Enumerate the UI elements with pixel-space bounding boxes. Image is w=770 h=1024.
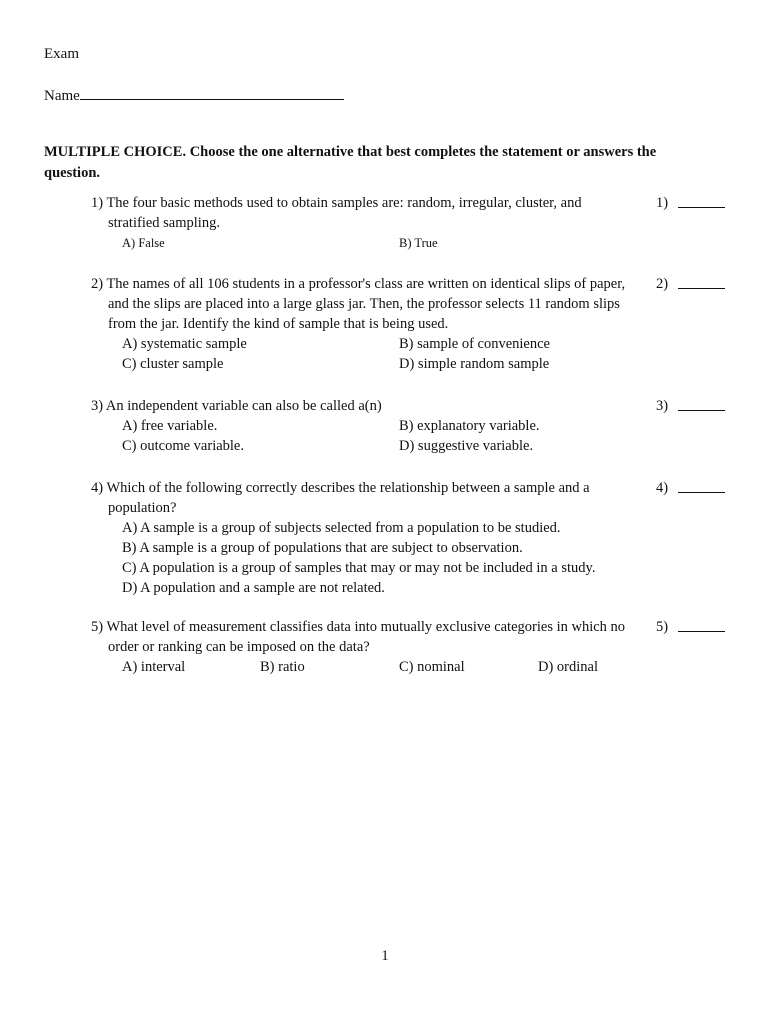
choice-c[interactable]: C) nominal [399,659,465,675]
choice-a[interactable]: A) systematic sample [122,336,247,352]
question-3 [91,396,636,456]
question-2 [91,274,636,374]
choice-d[interactable]: D) A population and a sample are not related. [122,580,385,596]
answer-blank[interactable] [678,631,725,632]
answer-number: 3) [656,398,669,414]
answer-slot-1 [656,193,668,213]
choice-list [122,416,636,456]
page-number: 1 [381,948,389,964]
answer-slot-3 [656,396,668,416]
choice-b[interactable]: B) A sample is a group of populations that are subject to observation. [122,540,523,556]
name-label: Name [44,88,80,104]
choice-a[interactable]: A) free variable. [122,418,218,434]
answer-blank[interactable] [678,492,725,493]
choice-c[interactable]: C) A population is a group of samples that may or may not be included in a study. [122,560,596,576]
question-5 [91,617,636,677]
choice-list [122,334,636,374]
answer-blank[interactable] [678,410,725,411]
answer-number: 1) [656,195,669,211]
choice-a[interactable]: A) interval [122,659,186,675]
question-text: 2) The names of all 106 students in a professor's class are written on identical slips of paper, and the slips are placed into a large glass jar. Then, the professor selects 11 random slips from the jar. Identify the kind of sample that is being used. [91,276,626,332]
choice-d[interactable]: D) simple random sample [399,356,550,372]
choice-list [122,518,636,598]
question-text: 1) The four basic methods used to obtain samples are: random, irregular, cluster, and stratified sampling. [91,195,582,231]
choice-list [122,657,636,677]
question-1 [91,193,636,253]
choice-d[interactable]: D) suggestive variable. [399,438,534,454]
exam-label: Exam [44,46,79,62]
question-text: 3) An independent variable can also be called a(n) [91,398,382,414]
answer-number: 5) [656,619,669,635]
choice-a[interactable]: A) False [122,236,165,250]
answer-slot-5 [656,617,668,637]
name-blank-line[interactable] [80,85,344,100]
choice-b[interactable]: B) ratio [260,659,305,675]
choice-list [122,233,636,253]
choice-b[interactable]: B) sample of convenience [399,336,550,352]
answer-slot-4 [656,478,668,498]
question-4 [91,478,636,598]
question-text: 4) Which of the following correctly describes the relationship between a sample and a population? [91,480,590,516]
choice-c[interactable]: C) outcome variable. [122,438,244,454]
answer-blank[interactable] [678,288,725,289]
question-text: 5) What level of measurement classifies data into mutually exclusive categories in which no order or ranking can be imposed on the data? [91,619,626,655]
choice-a[interactable]: A) A sample is a group of subjects selected from a population to be studied. [122,520,561,536]
choice-b[interactable]: B) explanatory variable. [399,418,540,434]
answer-number: 4) [656,480,669,496]
choice-b[interactable]: B) True [399,236,438,250]
answer-blank[interactable] [678,207,725,208]
choice-c[interactable]: C) cluster sample [122,356,224,372]
section-instructions: MULTIPLE CHOICE. Choose the one alternative that best completes the statement or answers the question. [44,144,657,181]
answer-slot-2 [656,274,668,294]
answer-number: 2) [656,276,669,292]
name-field [44,85,344,106]
choice-d[interactable]: D) ordinal [538,659,598,675]
